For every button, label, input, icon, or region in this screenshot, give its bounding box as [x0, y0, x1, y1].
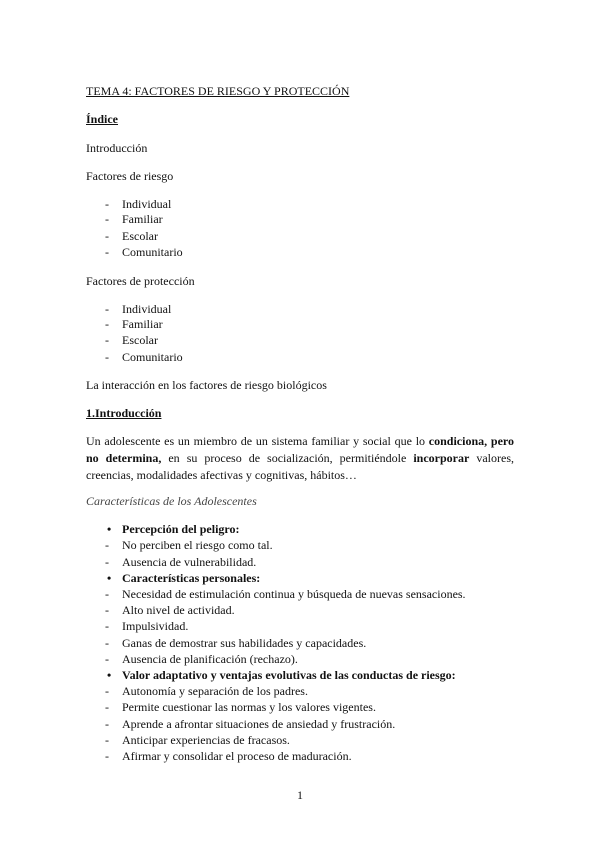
- list-dash: -: [105, 749, 109, 763]
- protection-item-familiar: Familiar: [122, 317, 163, 331]
- intro-text-3: valores, creencias, modalidades afectivas y cognitivas, hábitos…: [86, 451, 515, 482]
- group-heading-peligro: Percepción del peligro:: [122, 522, 240, 536]
- list-item: Anticipar experiencias de fracasos.: [122, 733, 290, 747]
- list-dash: -: [105, 333, 109, 347]
- document-title: TEMA 4: FACTORES DE RIESGO Y PROTECCIÓN: [86, 84, 350, 98]
- index-interaction: La interacción en los factores de riesgo biológicos: [86, 378, 327, 392]
- list-dash: -: [105, 538, 109, 552]
- intro-bold-1: condiciona, pero no determina,: [86, 434, 515, 465]
- intro-text-2: en su proceso de socialización, permitiéndole: [161, 451, 414, 465]
- list-dash: -: [105, 229, 109, 243]
- page-number: 1: [297, 788, 303, 802]
- risk-item-comunitario: Comunitario: [122, 245, 183, 259]
- protection-item-comunitario: Comunitario: [122, 350, 183, 364]
- list-item: Autonomía y separación de los padres.: [122, 684, 308, 698]
- list-dash: -: [105, 317, 109, 331]
- intro-text-1: Un adolescente es un miembro de un sistema familiar y social que lo: [86, 434, 429, 448]
- index-protection-factors: Factores de protección: [86, 274, 195, 288]
- list-dash: -: [105, 603, 109, 617]
- list-dash: -: [105, 350, 109, 364]
- risk-item-escolar: Escolar: [122, 229, 158, 243]
- intro-bold-2: incorporar: [413, 451, 470, 465]
- list-dash: -: [105, 733, 109, 747]
- characteristics-heading: Características de los Adolescentes: [86, 494, 257, 508]
- risk-item-familiar: Familiar: [122, 212, 163, 226]
- section-heading-introduction: 1.Introducción: [86, 406, 162, 420]
- intro-paragraph: [86, 433, 514, 484]
- protection-item-individual: Individual: [122, 302, 172, 316]
- index-risk-factors: Factores de riesgo: [86, 169, 174, 183]
- list-item: Necesidad de estimulación continua y búsqueda de nuevas sensaciones.: [122, 587, 466, 601]
- list-item: Permite cuestionar las normas y los valores vigentes.: [122, 700, 376, 714]
- list-dash: -: [105, 717, 109, 731]
- bullet-icon: •: [107, 668, 112, 682]
- list-item: Alto nivel de actividad.: [122, 603, 235, 617]
- list-dash: -: [105, 652, 109, 666]
- group-heading-valor-adaptativo: Valor adaptativo y ventajas evolutivas de las conductas de riesgo:: [122, 668, 456, 682]
- list-item: Ausencia de planificación (rechazo).: [122, 652, 298, 666]
- list-dash: -: [105, 555, 109, 569]
- list-dash: -: [105, 700, 109, 714]
- risk-item-individual: Individual: [122, 197, 172, 211]
- index-introduction: Introducción: [86, 141, 148, 155]
- list-item: Ganas de demostrar sus habilidades y capacidades.: [122, 636, 367, 650]
- bullet-icon: •: [107, 522, 112, 536]
- list-dash: -: [105, 302, 109, 316]
- list-item: Impulsividad.: [122, 619, 189, 633]
- list-dash: -: [105, 212, 109, 226]
- list-dash: -: [105, 684, 109, 698]
- list-dash: -: [105, 587, 109, 601]
- list-item: Aprende a afrontar situaciones de ansiedad y frustración.: [122, 717, 396, 731]
- index-heading: Índice: [86, 112, 119, 126]
- list-dash: -: [105, 245, 109, 259]
- list-dash: -: [105, 619, 109, 633]
- protection-item-escolar: Escolar: [122, 333, 158, 347]
- list-dash: -: [105, 636, 109, 650]
- list-dash: -: [105, 197, 109, 211]
- group-heading-personales: Características personales:: [122, 571, 261, 585]
- list-item: Afirmar y consolidar el proceso de maduración.: [122, 749, 352, 763]
- list-item: No perciben el riesgo como tal.: [122, 538, 273, 552]
- bullet-icon: •: [107, 571, 112, 585]
- list-item: Ausencia de vulnerabilidad.: [122, 555, 257, 569]
